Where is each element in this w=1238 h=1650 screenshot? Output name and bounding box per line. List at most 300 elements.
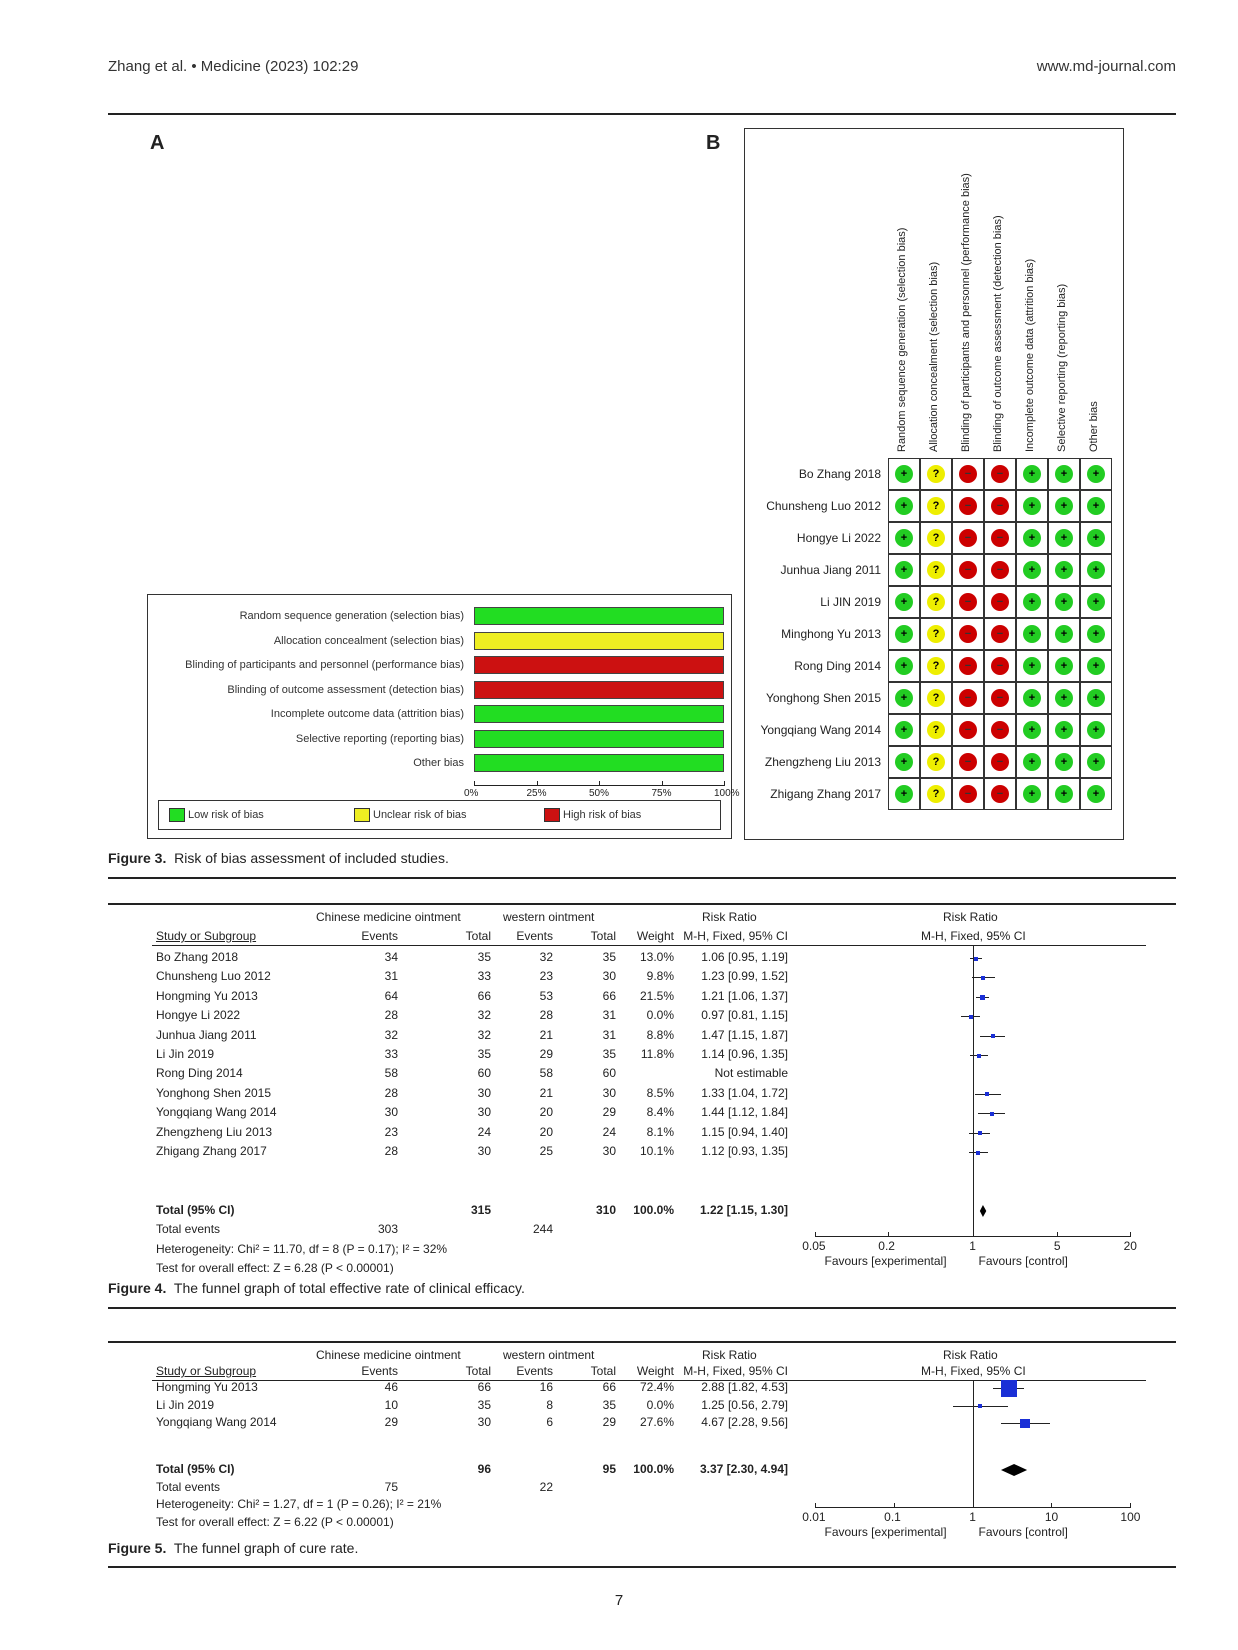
study-name: Li Jin 2019 <box>156 1397 215 1412</box>
total-exp: 30 <box>477 1415 491 1429</box>
events-ctl: 20 <box>539 1124 553 1139</box>
col-study: Study or Subgroup <box>156 929 257 943</box>
judgement-low: + <box>1087 625 1105 643</box>
events-ctl: 29 <box>539 1047 553 1061</box>
bar-label: Allocation concealment (selection bias) <box>273 634 464 647</box>
judgement-high: − <box>959 593 977 611</box>
judgement-high: − <box>991 785 1009 803</box>
effect-marker <box>1020 1419 1030 1429</box>
judgement-low: + <box>895 465 913 483</box>
risk-ratio-header-plot: Risk Ratio <box>943 910 998 924</box>
judgement-low: + <box>1023 497 1041 515</box>
study-name: Hongye Li 2022 <box>796 531 881 545</box>
plot-axis-tick-label: 20 <box>1123 1239 1137 1253</box>
judgement-cell <box>1048 618 1080 650</box>
study-name: Chunsheng Luo 2012 <box>766 499 881 513</box>
judgement-low: + <box>1023 529 1041 547</box>
events-ctl: 28 <box>539 1008 553 1023</box>
events-exp: 46 <box>384 1380 398 1394</box>
study-name: Yonghong Shen 2015 <box>156 1085 272 1100</box>
judgement-cell <box>1080 650 1112 682</box>
plot-axis-tick-label: 0.1 <box>884 1510 901 1524</box>
total-label: Total (95% CI) <box>156 1462 235 1476</box>
study-name: Chunsheng Luo 2012 <box>156 969 271 984</box>
judgement-low: + <box>895 785 913 803</box>
plot-axis-tick-label: 0.05 <box>802 1239 826 1253</box>
judgement-high: − <box>959 721 977 739</box>
judgement-high: − <box>959 497 977 515</box>
figure5-top-rule <box>108 1341 1176 1343</box>
judgement-unclear: ? <box>927 689 945 707</box>
bar-label: Selective reporting (reporting bias) <box>295 732 464 745</box>
judgement-low: + <box>1087 689 1105 707</box>
weight: 8.8% <box>646 1027 674 1042</box>
judgement-high: − <box>959 753 977 771</box>
judgement-unclear: ? <box>927 561 945 579</box>
judgement-cell <box>1016 778 1048 810</box>
judgement-low: + <box>895 529 913 547</box>
judgement-cell <box>952 490 984 522</box>
judgement-low: + <box>1055 465 1073 483</box>
pooled-diamond <box>980 1205 986 1217</box>
events-exp-total: 303 <box>377 1222 398 1237</box>
page-number: 7 <box>614 1592 624 1609</box>
bar-segment-low <box>474 730 724 748</box>
effect-marker <box>974 957 978 961</box>
judgement-cell <box>920 714 952 746</box>
figure3-bottom-rule <box>108 877 1176 879</box>
plot-axis-tick <box>1130 1503 1131 1508</box>
judgement-high: − <box>959 465 977 483</box>
study-name: Yonghong Shen 2015 <box>765 691 881 705</box>
judgement-cell <box>1016 682 1048 714</box>
judgement-cell <box>984 490 1016 522</box>
figure5-caption: Figure 5. The funnel graph of cure rate. <box>108 1540 359 1556</box>
judgement-cell <box>1080 554 1112 586</box>
judgement-low: + <box>1023 721 1041 739</box>
events-ctl: 8 <box>546 1397 553 1412</box>
judgement-high: − <box>991 497 1009 515</box>
events-ctl: 25 <box>539 1144 553 1158</box>
legend-label: Low risk of bias <box>188 809 264 821</box>
judgement-cell <box>888 522 920 554</box>
total-ctl: 35 <box>602 1047 616 1061</box>
judgement-unclear: ? <box>927 497 945 515</box>
judgement-cell <box>1080 586 1112 618</box>
risk-ratio-ci: 1.06 [0.95, 1.19] <box>701 950 788 964</box>
legend-item-high <box>544 808 641 822</box>
total-ctl: 35 <box>602 1397 616 1412</box>
study-name: Yongqiang Wang 2014 <box>156 1105 277 1120</box>
legend-label: Unclear risk of bias <box>373 809 467 821</box>
favours-control: Favours [control] <box>978 1525 1068 1539</box>
col-ci: M-H, Fixed, 95% CI <box>683 1364 788 1378</box>
risk-ratio-ci: 1.14 [0.96, 1.35] <box>701 1047 788 1061</box>
judgement-low: + <box>1055 785 1073 803</box>
judgement-high: − <box>991 561 1009 579</box>
plot-axis-tick-label: 0.01 <box>802 1510 826 1524</box>
total-exp: 66 <box>477 1380 491 1394</box>
bar-label: Incomplete outcome data (attrition bias) <box>270 708 464 720</box>
judgement-cell <box>920 650 952 682</box>
total-ctl: 66 <box>602 1380 616 1394</box>
judgement-cell <box>952 714 984 746</box>
plot-axis-tick-label: 5 <box>1053 1239 1061 1253</box>
judgement-low: + <box>1055 689 1073 707</box>
header-rule <box>108 113 1176 115</box>
col-ci: M-H, Fixed, 95% CI <box>683 929 788 943</box>
group-header-experimental: Chinese medicine ointment <box>316 910 461 924</box>
axis-tick <box>662 781 663 786</box>
total-ctl: 31 <box>602 1027 616 1042</box>
risk-ratio-header-plot: Risk Ratio <box>943 1348 998 1362</box>
null-line <box>973 945 974 1236</box>
weight: 8.5% <box>646 1085 674 1100</box>
axis-tick-label: 25% <box>526 787 547 799</box>
plot-axis-tick <box>815 1503 816 1508</box>
judgement-low: + <box>1087 497 1105 515</box>
events-label: Total events <box>156 1479 221 1494</box>
total-ctl: 30 <box>602 1144 616 1158</box>
legend-swatch-low <box>169 808 185 822</box>
bar-label: Blinding of participants and personnel (performance bias) <box>185 659 464 671</box>
panel-a-letter: A <box>150 132 165 154</box>
total-exp: 30 <box>477 1144 491 1158</box>
figure3-caption: Figure 3. Risk of bias assessment of included studies. <box>108 850 449 866</box>
total-exp: 30 <box>477 1105 491 1120</box>
legend-swatch-unclear <box>354 808 370 822</box>
risk-of-bias-summary <box>744 128 1124 840</box>
judgement-high: − <box>991 657 1009 675</box>
events-exp: 33 <box>384 1047 398 1061</box>
judgement-low: + <box>1055 497 1073 515</box>
heterogeneity: Heterogeneity: Chi² = 11.70, df = 8 (P = 0.17); I² = 32% <box>156 1241 448 1256</box>
risk-of-bias-graph <box>147 594 740 839</box>
judgement-cell <box>920 618 952 650</box>
judgement-low: + <box>1055 593 1073 611</box>
weight: 11.8% <box>640 1047 674 1061</box>
total-ctl: 24 <box>602 1124 616 1139</box>
effect-marker <box>978 1404 982 1408</box>
judgement-unclear: ? <box>927 657 945 675</box>
judgement-cell <box>984 458 1016 490</box>
judgement-high: − <box>959 561 977 579</box>
total-ctl: 30 <box>602 969 616 984</box>
judgement-cell <box>888 490 920 522</box>
favours-experimental: Favours [experimental] <box>824 1254 947 1268</box>
judgement-high: − <box>959 529 977 547</box>
judgement-low: + <box>1023 689 1041 707</box>
judgement-cell <box>888 618 920 650</box>
figure5-forest-plot <box>108 1348 1176 1538</box>
total-ctl: 60 <box>602 1066 616 1081</box>
judgement-cell <box>1048 682 1080 714</box>
judgement-cell <box>1080 746 1112 778</box>
judgement-unclear: ? <box>927 753 945 771</box>
total-exp: 24 <box>477 1124 491 1139</box>
heterogeneity: Heterogeneity: Chi² = 1.27, df = 1 (P = 0.26); I² = 21% <box>156 1497 442 1511</box>
judgement-low: + <box>1023 465 1041 483</box>
judgement-cell <box>1080 618 1112 650</box>
total-ci: 1.22 [1.15, 1.30] <box>699 1203 788 1217</box>
judgement-cell <box>984 778 1016 810</box>
events-ctl: 21 <box>539 1085 553 1100</box>
figure4-forest-plot <box>108 910 1176 1276</box>
risk-ratio-ci: 1.44 [1.12, 1.84] <box>701 1105 788 1120</box>
effect-marker <box>985 1092 989 1096</box>
judgement-cell <box>888 554 920 586</box>
weight: 8.4% <box>646 1105 674 1120</box>
study-name: Hongye Li 2022 <box>156 1008 241 1023</box>
study-name: Li Jin 2019 <box>156 1047 215 1061</box>
judgement-cell <box>1016 522 1048 554</box>
figure4-top-rule <box>108 903 1176 905</box>
bar-segment-low <box>474 607 724 625</box>
total-ctl: 95 <box>602 1462 616 1476</box>
plot-axis-tick <box>815 1232 816 1237</box>
effect-marker <box>990 1112 994 1116</box>
judgement-cell <box>984 714 1016 746</box>
judgement-cell <box>1048 554 1080 586</box>
study-name: Bo Zhang 2018 <box>156 950 239 964</box>
events-ctl: 23 <box>539 969 553 984</box>
effect-marker <box>981 976 985 980</box>
risk-ratio-ci: 1.12 [0.93, 1.35] <box>701 1144 788 1158</box>
judgement-cell <box>952 746 984 778</box>
effect-marker <box>1001 1380 1017 1396</box>
events-exp: 28 <box>384 1085 398 1100</box>
study-name: Junhua Jiang 2011 <box>156 1027 257 1042</box>
judgement-unclear: ? <box>927 593 945 611</box>
total-ctl: 35 <box>602 950 616 964</box>
bar-label: Blinding of outcome assessment (detection bias) <box>227 683 464 696</box>
risk-ratio-header: Risk Ratio <box>702 910 757 924</box>
plot-axis-tick <box>1057 1232 1058 1237</box>
events-ctl: 21 <box>539 1027 553 1042</box>
bar-label: Random sequence generation (selection bias) <box>239 610 464 622</box>
bar-segment-high <box>474 681 724 699</box>
judgement-cell <box>920 746 952 778</box>
total-exp: 32 <box>477 1008 491 1023</box>
legend-item-low <box>169 808 264 822</box>
judgement-low: + <box>1023 625 1041 643</box>
risk-ratio-ci: 1.25 [0.56, 2.79] <box>701 1397 788 1412</box>
study-name: Rong Ding 2014 <box>794 659 881 673</box>
pooled-diamond-svg <box>108 910 1176 920</box>
judgement-low: + <box>1087 657 1105 675</box>
events-exp-total: 75 <box>384 1479 398 1494</box>
judgement-low: + <box>1023 785 1041 803</box>
domain-label: Random sequence generation (selection bias) <box>896 227 908 452</box>
judgement-cell <box>984 746 1016 778</box>
judgement-low: + <box>895 497 913 515</box>
total-weight: 100.0% <box>633 1462 674 1476</box>
favours-control: Favours [control] <box>978 1254 1068 1268</box>
judgement-cell <box>888 682 920 714</box>
axis-tick <box>474 781 475 786</box>
bar-label: Other bias <box>413 757 464 769</box>
events-ctl: 32 <box>539 950 553 964</box>
total-ctl: 30 <box>602 1085 616 1100</box>
judgement-cell <box>1048 650 1080 682</box>
judgement-cell <box>1016 650 1048 682</box>
plot-axis-tick <box>894 1503 895 1508</box>
overall-effect: Test for overall effect: Z = 6.22 (P < 0.00001) <box>156 1514 394 1529</box>
axis-tick-label: 50% <box>589 787 610 799</box>
weight: 0.0% <box>646 1008 674 1023</box>
judgement-cell <box>1016 586 1048 618</box>
col-total-ctl: Total <box>590 1364 616 1378</box>
judgement-cell <box>952 682 984 714</box>
events-exp: 34 <box>384 950 398 964</box>
judgement-unclear: ? <box>927 785 945 803</box>
study-name: Bo Zhang 2018 <box>798 467 881 481</box>
events-ctl: 6 <box>546 1415 553 1429</box>
bar-segment-unclear <box>474 632 724 650</box>
judgement-cell <box>1080 522 1112 554</box>
legend-swatch-high <box>544 808 560 822</box>
total-ctl: 29 <box>602 1415 616 1429</box>
panel-b-letter: B <box>706 132 721 154</box>
events-exp: 64 <box>384 988 398 1003</box>
study-name: Zhigang Zhang 2017 <box>156 1144 267 1158</box>
total-ci: 3.37 [2.30, 4.94] <box>699 1462 788 1476</box>
axis-tick-label: 75% <box>651 787 672 799</box>
col-total-exp: Total <box>465 1364 491 1378</box>
judgement-cell <box>920 554 952 586</box>
judgement-cell <box>1048 586 1080 618</box>
plot-axis-tick-label: 1 <box>969 1239 976 1253</box>
risk-ratio-ci: 1.47 [1.15, 1.87] <box>701 1027 788 1042</box>
judgement-low: + <box>1087 785 1105 803</box>
study-name: Minghong Yu 2013 <box>781 627 881 641</box>
group-header-experimental: Chinese medicine ointment <box>316 1348 461 1362</box>
total-exp: 35 <box>477 950 491 964</box>
weight: 27.6% <box>639 1415 674 1429</box>
judgement-cell <box>1048 490 1080 522</box>
col-events-ctl: Events <box>516 1364 553 1378</box>
group-header-control: western ointment <box>503 1348 595 1362</box>
study-name: Yongqiang Wang 2014 <box>156 1415 277 1429</box>
weight: 8.1% <box>646 1124 674 1139</box>
axis-tick-label: 0% <box>464 787 479 799</box>
judgement-low: + <box>895 657 913 675</box>
judgement-cell <box>1048 778 1080 810</box>
events-exp: 29 <box>384 1415 398 1429</box>
study-name: Zhengzheng Liu 2013 <box>156 1124 273 1139</box>
judgement-low: + <box>1023 593 1041 611</box>
pooled-diamond-svg <box>108 1348 1176 1358</box>
weight: 10.1% <box>639 1144 674 1158</box>
pooled-diamond <box>1001 1464 1027 1476</box>
plot-axis-tick <box>1130 1232 1131 1237</box>
plot-axis-tick-label: 1 <box>969 1510 976 1524</box>
judgement-cell <box>952 522 984 554</box>
plot-axis-tick-label: 10 <box>1044 1510 1059 1524</box>
judgement-cell <box>1048 458 1080 490</box>
total-exp: 66 <box>477 988 491 1003</box>
total-exp: 35 <box>477 1047 491 1061</box>
plot-axis-tick-label: 0.2 <box>878 1239 895 1253</box>
judgement-cell <box>1080 714 1112 746</box>
risk-ratio-ci: 1.23 [0.99, 1.52] <box>701 969 788 984</box>
effect-marker <box>977 1054 981 1058</box>
judgement-low: + <box>895 593 913 611</box>
events-exp: 30 <box>384 1105 398 1120</box>
judgement-cell <box>888 746 920 778</box>
judgement-cell <box>1080 490 1112 522</box>
judgement-high: − <box>959 657 977 675</box>
plot-axis-tick <box>973 1232 974 1237</box>
figure5-bottom-rule <box>108 1566 1176 1568</box>
study-name: Hongming Yu 2013 <box>156 988 258 1003</box>
legend-item-unclear <box>354 808 467 822</box>
judgement-cell <box>1048 714 1080 746</box>
judgement-cell <box>888 714 920 746</box>
effect-marker <box>976 1151 980 1155</box>
judgement-cell <box>1080 458 1112 490</box>
risk-ratio-ci: 4.67 [2.28, 9.56] <box>701 1415 788 1429</box>
events-exp: 10 <box>384 1397 398 1412</box>
judgement-cell <box>952 458 984 490</box>
judgement-low: + <box>1055 753 1073 771</box>
judgement-cell <box>952 586 984 618</box>
judgement-cell <box>1016 714 1048 746</box>
judgement-low: + <box>895 625 913 643</box>
judgement-high: − <box>959 785 977 803</box>
study-name: Yongqiang Wang 2014 <box>760 723 881 737</box>
events-ctl: 20 <box>539 1105 553 1120</box>
events-exp: 58 <box>384 1066 398 1081</box>
judgement-cell <box>952 778 984 810</box>
events-ctl: 16 <box>539 1380 553 1394</box>
risk-ratio-ci: 1.15 [0.94, 1.40] <box>701 1124 788 1139</box>
risk-ratio-ci: Not estimable <box>714 1066 788 1081</box>
axis-tick <box>537 781 538 786</box>
events-exp: 32 <box>384 1027 398 1042</box>
weight: 0.0% <box>646 1397 674 1412</box>
total-exp: 35 <box>477 1397 491 1412</box>
judgement-high: − <box>991 689 1009 707</box>
study-name: Zhigang Zhang 2017 <box>770 787 881 801</box>
judgement-cell <box>920 490 952 522</box>
events-ctl: 58 <box>539 1066 553 1081</box>
total-ctl: 31 <box>602 1008 616 1023</box>
events-exp: 28 <box>384 1008 398 1023</box>
col-ci-plot: M-H, Fixed, 95% CI <box>921 929 1026 943</box>
col-total-ctl: Total <box>590 929 616 943</box>
judgement-high: − <box>991 529 1009 547</box>
domain-label: Allocation concealment (selection bias) <box>928 261 940 452</box>
effect-marker <box>978 1131 982 1135</box>
judgement-cell <box>920 778 952 810</box>
axis-tick <box>724 781 725 786</box>
col-weight: Weight <box>636 929 674 943</box>
judgement-low: + <box>1055 529 1073 547</box>
total-exp: 33 <box>477 969 491 984</box>
judgement-unclear: ? <box>927 465 945 483</box>
judgement-high: − <box>959 689 977 707</box>
axis-tick <box>599 781 600 786</box>
judgement-unclear: ? <box>927 625 945 643</box>
judgement-cell <box>920 522 952 554</box>
judgement-cell <box>1016 554 1048 586</box>
judgement-cell <box>888 586 920 618</box>
total-ctl: 66 <box>602 988 616 1003</box>
plot-axis-tick-label: 100 <box>1120 1510 1141 1524</box>
total-label: Total (95% CI) <box>156 1203 235 1217</box>
total-exp: 30 <box>477 1085 491 1100</box>
